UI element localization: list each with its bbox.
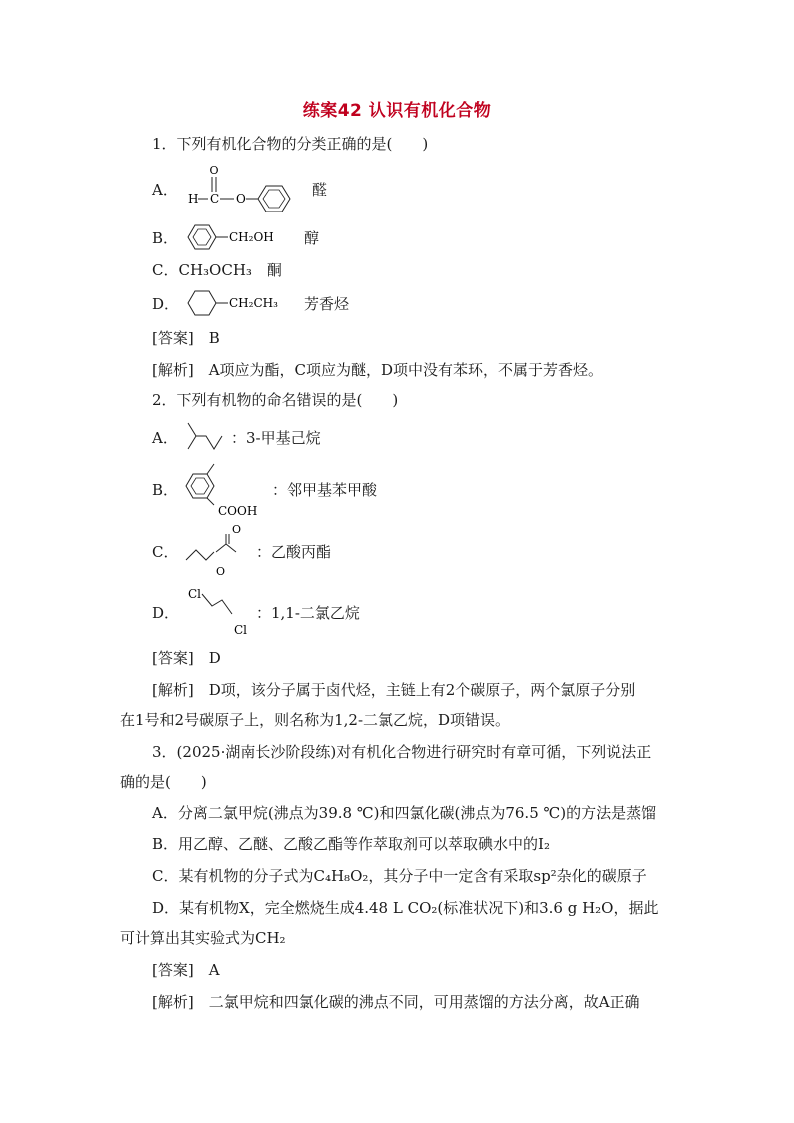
q2-b-cooh: COOH	[218, 504, 258, 518]
q2-stem: 2．下列有机物的命名错误的是( )	[152, 391, 399, 409]
q2-option-d-label: D．	[152, 604, 180, 622]
q3-option-a: A．分离二氯甲烷(沸点为39.8 ℃)和四氯化碳(沸点为76.5 ℃)的方法是蒸馏	[152, 804, 657, 822]
q3-analysis: [解析] 二氯甲烷和四氯化碳的沸点不同，可用蒸馏的方法分离，故A正确	[152, 993, 640, 1011]
q1-answer: [答案] B	[152, 329, 220, 347]
q2-c-structure	[182, 522, 262, 578]
q3-stem-line-1: 3．(2025·湖南长沙阶段练)对有机化合物进行研究时有章可循，下列说法正	[152, 743, 652, 761]
q2-analysis-line-2: 在1号和2号碳原子上，则名称为1,2-二氯乙烷，D项错误。	[120, 711, 511, 729]
q2-d-structure	[182, 584, 262, 640]
q2-a-structure	[182, 420, 232, 456]
q3-stem-line-2: 确的是( )	[120, 773, 207, 791]
q2-option-c-label: C．	[152, 543, 179, 561]
q1-b-class: 醇	[304, 229, 320, 247]
q3-option-d-line-1: D．某有机物X，完全燃烧生成4.48 L CO₂(标准状况下)和3.6 g H₂O，据此	[152, 899, 659, 917]
q2-option-b-label: B．	[152, 481, 179, 499]
q1-b-ch2oh: CH₂OH	[229, 230, 274, 244]
q1-a-c: C	[210, 192, 220, 206]
q2-answer: [答案] D	[152, 649, 221, 667]
q3-option-b: B．用乙醇、乙醚、乙酸乙酯等作萃取剂可以萃取碘水中的I₂	[152, 835, 550, 853]
q1-option-c: C．CH₃OCH₃ 酮	[152, 261, 282, 279]
q3-answer: [答案] A	[152, 961, 220, 979]
q1-d-class: 芳香烃	[304, 295, 350, 313]
q1-stem: 1．下列有机化合物的分类正确的是( )	[152, 135, 429, 153]
q2-b-name: ：邻甲基苯甲酸	[272, 481, 378, 499]
q2-d-name: ：1,1-二氯乙烷	[256, 604, 360, 622]
q2-d-cl-2: Cl	[234, 623, 248, 637]
q3-option-c: C．某有机物的分子式为C₄H₈O₂，其分子中一定含有采取sp²杂化的碳原子	[152, 867, 647, 885]
q1-option-d-label: D．	[152, 295, 180, 313]
q2-c-name: ：乙酸丙酯	[256, 543, 332, 561]
q3-option-d-line-2: 可计算出其实验式为CH₂	[120, 929, 286, 947]
q1-option-b-label: B．	[152, 229, 179, 247]
q2-c-ester-o: O	[216, 565, 226, 578]
q2-a-name: ：3-甲基己烷	[231, 429, 321, 447]
q2-d-cl-1: Cl	[188, 587, 202, 601]
q1-d-structure	[184, 286, 294, 320]
q1-a-class: 醛	[312, 181, 328, 199]
q1-a-carbonyl-o: O	[209, 164, 219, 177]
q2-b-structure	[182, 462, 272, 518]
page-title: 练案42 认识有机化合物	[302, 101, 492, 121]
q1-a-o: O	[236, 192, 246, 206]
q1-d-ch2ch3: CH₂CH₃	[229, 296, 278, 310]
q2-analysis-line-1: [解析] D项，该分子属于卤代烃，主链上有2个碳原子，两个氯原子分别	[152, 681, 636, 699]
q1-option-a-label: A．	[152, 181, 178, 199]
q2-c-carbonyl-o: O	[232, 523, 242, 536]
q1-b-structure	[184, 220, 294, 254]
q1-a-structure	[184, 162, 304, 212]
q1-analysis: [解析] A项应为酯，C项应为醚，D项中没有苯环，不属于芳香烃。	[152, 361, 604, 379]
q2-option-a-label: A．	[152, 429, 178, 447]
q1-a-h: H	[188, 192, 199, 206]
